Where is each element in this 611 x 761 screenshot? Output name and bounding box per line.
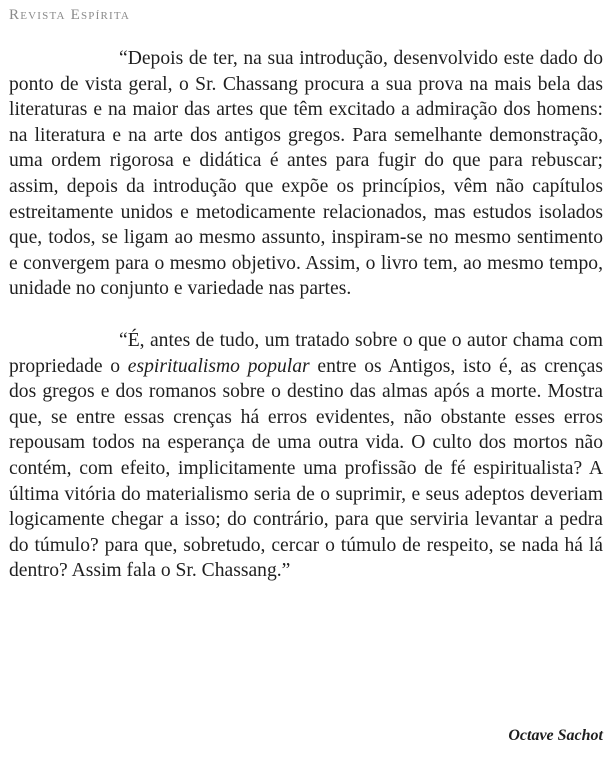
paragraph-1: “Depois de ter, na sua introdução, desenvolvido este dado do ponto de vista geral, o Sr. Chassang procura a sua prova na mais bela das literaturas e na maior das artes que têm excitado a admiração dos homens: na literatura e na arte dos antigos gregos. Para semelhante demonstração, uma ordem rigorosa e didática é antes para fugir do que para rebuscar; assim, depois da introdução que expõe os princípios, vêm não capítulos estreitamente unidos e metodicamente relacionados, mas estudos isolados que, todos, se ligam ao mesmo assunto, inspiram-se no mesmo sentimento e convergem para o mesmo objetivo. Assim, o livro tem, ao mesmo tempo, unidade no conjunto e variedade nas partes. bbox=[9, 48, 603, 300]
paragraph-2-text-after: entre os Antigos, isto é, as crenças dos gregos e dos romanos sobre o destino das almas após a morte. Mostra que, se entre essas crenças há erros evidentes, não obstante esses erros repousam todos na esperança de uma outra vida. O culto dos mortos não contém, com efeito, implicitamente uma profissão de fé espiritualista? A última vitória do materialismo seria de o suprimir, e seus adeptos deveriam logicamente chegar a isso; do contrário, para que serviria levantar a pedra do túmulo? para que, sobretudo, cercar o túmulo de respeito, se nada há lá dentro? Assim fala o Sr. Chassang.” bbox=[9, 355, 603, 582]
author-signature: Octave Sachot bbox=[508, 727, 603, 744]
paragraph-2 bbox=[9, 328, 603, 584]
paragraph-2-italic-term: espiritualismo popular bbox=[127, 355, 310, 377]
running-header: Revista Espírita bbox=[9, 7, 131, 23]
page-body bbox=[9, 46, 603, 584]
paragraph-2-text-before: “É, antes de tudo, um tratado sobre o que o autor chama com propriedade o bbox=[9, 329, 603, 377]
